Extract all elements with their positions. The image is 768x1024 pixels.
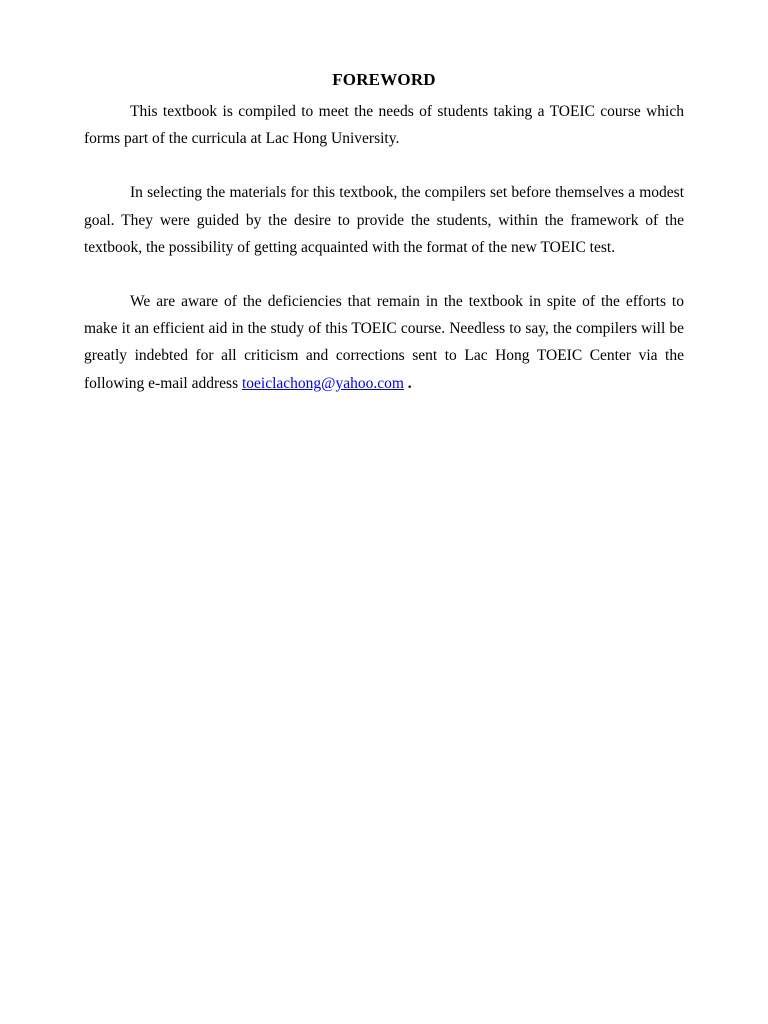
paragraph-deficiencies xyxy=(84,288,684,397)
paragraph-materials: In selecting the materials for this textbook, the compilers set before themselves a modest goal. They were guided by the desire to provide the students, within the framework of the textbook, the possibility of getting acquainted with the format of the new TOEIC test. xyxy=(84,184,684,256)
paragraph-deficiencies-text: We are aware of the deficiencies that remain in the textbook in spite of the efforts to make it an efficient aid in the study of this TOEIC course. Needless to say, the compilers will be greatly indebted for all criticism and corrections sent to Lac Hong TOEIC Center via the following e-mail address xyxy=(84,293,684,392)
paragraph-intro: This textbook is compiled to meet the needs of students taking a TOEIC course which forms part of the curricula at Lac Hong University. xyxy=(84,103,684,148)
paragraph-end-period: . xyxy=(407,374,412,392)
document-page xyxy=(84,68,684,424)
email-link[interactable]: toeiclachong@yahoo.com xyxy=(241,374,404,392)
page-title: FOREWORD xyxy=(332,70,436,89)
